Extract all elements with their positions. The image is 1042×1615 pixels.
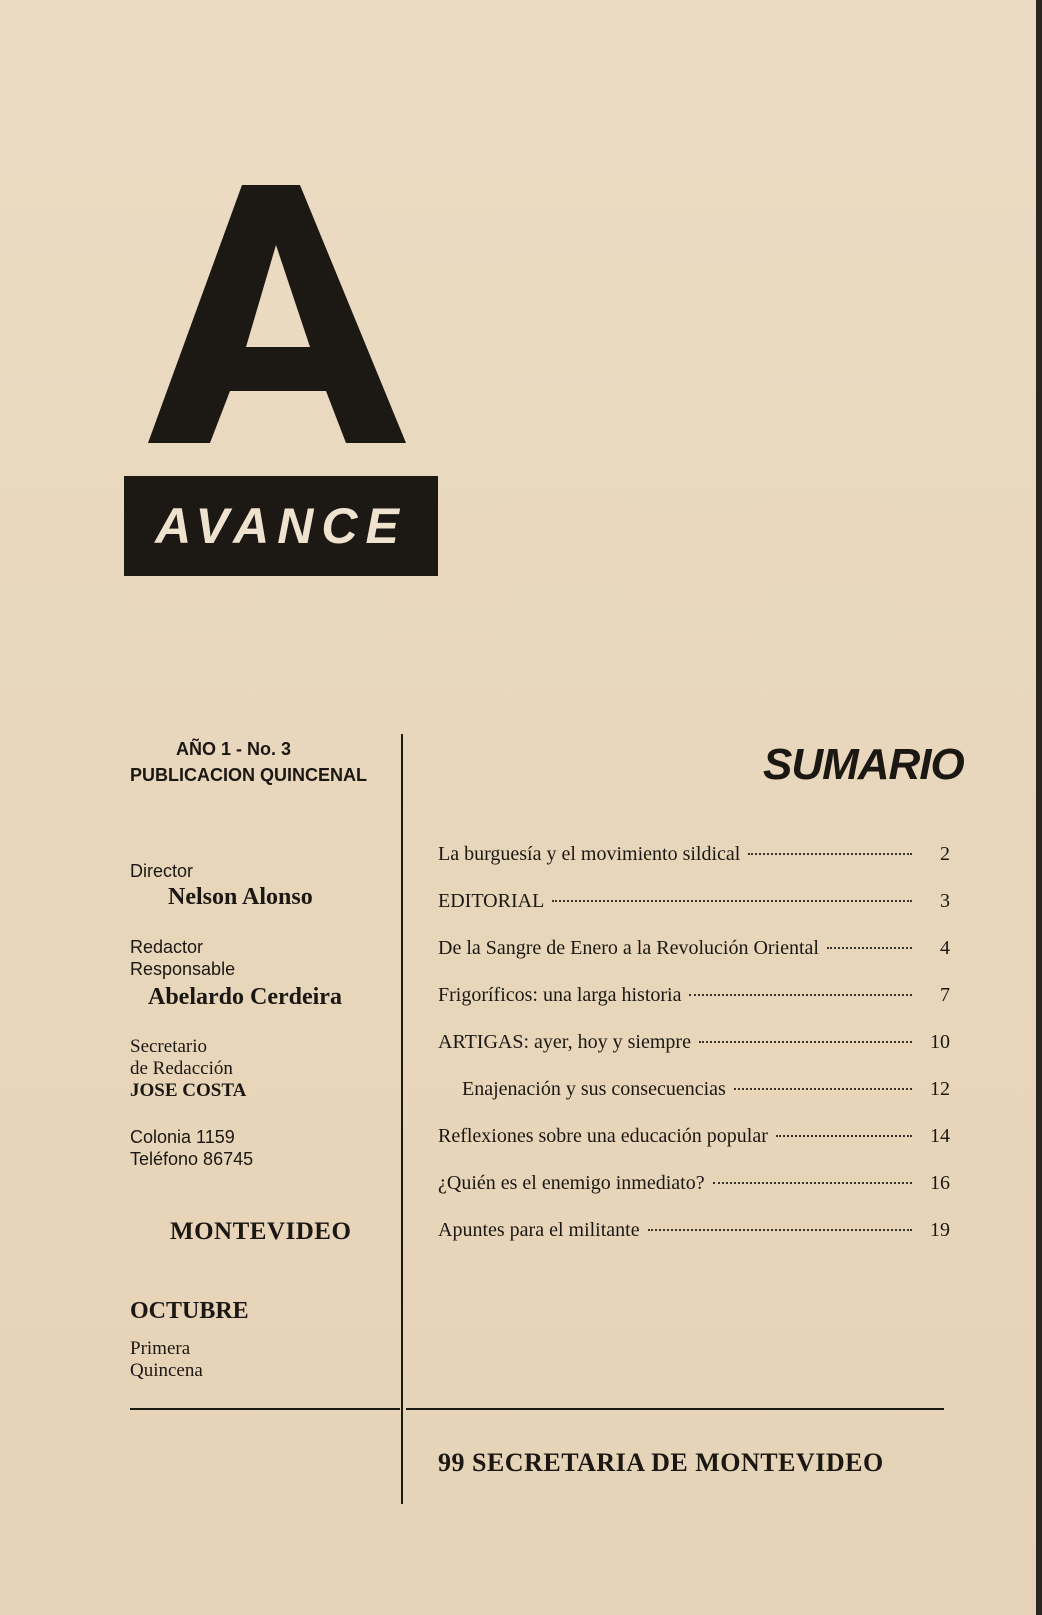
column-divider: [401, 734, 403, 1504]
director-label: Director: [130, 861, 194, 881]
page-edge: [1036, 0, 1042, 1615]
toc-item[interactable]: [438, 1172, 950, 1219]
leader-dots: [689, 994, 912, 996]
leader-dots: [748, 853, 912, 855]
leader-dots: [713, 1182, 912, 1184]
editor-name: Abelardo Cerdeira: [148, 984, 342, 1010]
toc-item[interactable]: [438, 1031, 950, 1078]
address: Colonia 1159: [130, 1127, 235, 1147]
issue-fortnight-1: Primera: [130, 1338, 191, 1359]
brand-bar: [124, 476, 438, 576]
toc-item-page: 12: [930, 1078, 950, 1100]
toc-item-title: EDITORIAL: [438, 890, 545, 912]
toc-item-page: 7: [940, 984, 950, 1006]
sumario-title: SUMARIO: [763, 740, 964, 789]
toc-item-title: ARTIGAS: ayer, hoy y siempre: [438, 1031, 691, 1053]
secretary-label-2: de Redacción: [130, 1058, 233, 1079]
secretary-label-1: Secretario: [130, 1036, 208, 1057]
toc-item-page: 14: [930, 1125, 950, 1147]
toc-item-title: De la Sangre de Enero a la Revolución Oriental: [438, 937, 819, 959]
issue-number: AÑO 1 - No. 3: [176, 739, 292, 759]
right-rule: [406, 1408, 944, 1410]
publication-frequency: PUBLICACION QUINCENAL: [130, 765, 367, 785]
leader-dots: [699, 1041, 912, 1043]
editor-label-2: Responsable: [130, 959, 236, 979]
left-rule: [130, 1408, 400, 1410]
leader-dots: [776, 1135, 912, 1137]
toc-item-page: 19: [930, 1219, 950, 1241]
toc-item-page: 4: [940, 937, 950, 959]
toc-item-title: La burguesía y el movimiento sildical: [438, 843, 741, 865]
leader-dots: [552, 900, 912, 902]
toc-item[interactable]: [438, 1219, 950, 1266]
toc-item[interactable]: [438, 984, 950, 1031]
leader-dots: [827, 947, 912, 949]
leader-dots: [648, 1229, 912, 1231]
city: MONTEVIDEO: [170, 1218, 352, 1245]
toc-item[interactable]: [438, 937, 950, 984]
leader-dots: [734, 1088, 912, 1090]
toc-item[interactable]: [438, 1125, 950, 1172]
toc-item[interactable]: [438, 843, 950, 890]
toc-item[interactable]: [438, 890, 950, 937]
toc-item-page: 10: [930, 1031, 950, 1053]
brand-name: AVANCE: [155, 498, 407, 554]
toc-item-title: ¿Quién es el enemigo inmediato?: [438, 1172, 705, 1194]
issue-month: OCTUBRE: [130, 1298, 249, 1324]
issue-fortnight-2: Quincena: [130, 1360, 203, 1381]
toc-item-page: 2: [940, 843, 950, 865]
toc-item-title: Enajenación y sus consecuencias: [462, 1078, 726, 1100]
toc-item-title: Reflexiones sobre una educación popular: [438, 1125, 768, 1147]
table-of-contents: [438, 843, 950, 1266]
toc-item-page: 3: [940, 890, 950, 912]
editor-label-1: Redactor: [130, 937, 204, 957]
toc-item[interactable]: [438, 1078, 950, 1125]
toc-item-title: Frigoríficos: una larga historia: [438, 984, 682, 1006]
secretary-name: JOSE COSTA: [130, 1080, 247, 1101]
issue-info: [130, 736, 390, 788]
footer-credit: 99 SECRETARIA DE MONTEVIDEO: [438, 1448, 884, 1477]
phone: Teléfono 86745: [130, 1149, 254, 1169]
director-name: Nelson Alonso: [168, 884, 313, 910]
toc-item-title: Apuntes para el militante: [438, 1219, 640, 1241]
logo-letter-a: [148, 185, 406, 443]
toc-item-page: 16: [930, 1172, 950, 1194]
